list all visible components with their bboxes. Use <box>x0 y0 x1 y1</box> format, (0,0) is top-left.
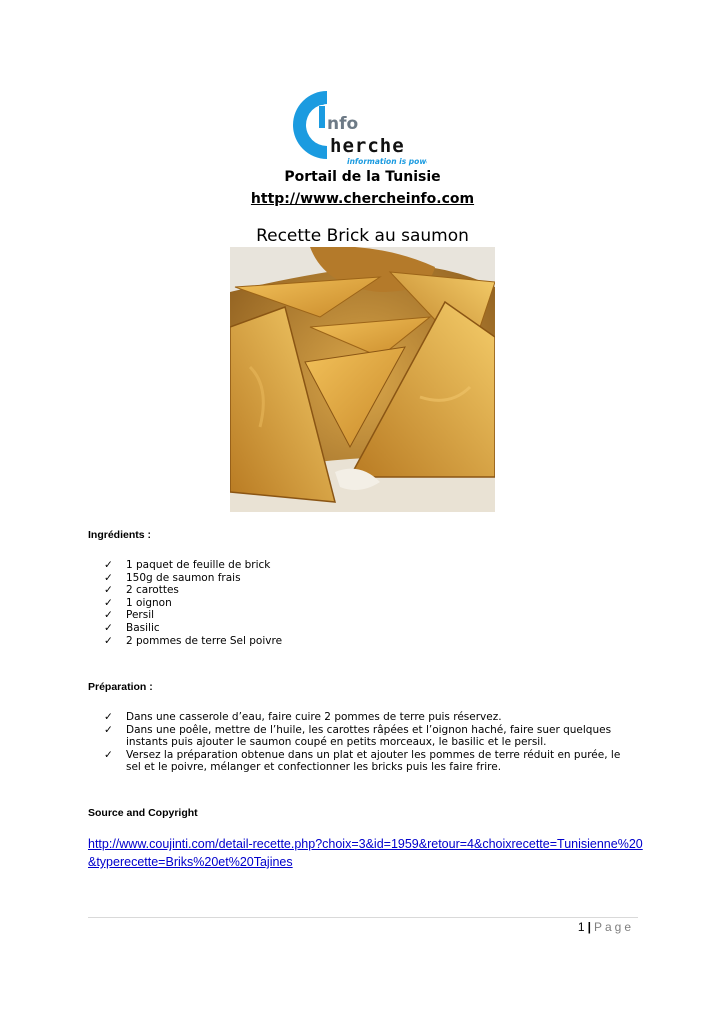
logo-line2: herche <box>330 135 405 157</box>
ingredients-heading: Ingrédients : <box>88 529 152 541</box>
footer-divider <box>88 917 638 918</box>
list-item <box>104 559 282 572</box>
list-item <box>104 749 624 774</box>
checkmark-icon: ✓ <box>104 723 113 736</box>
checkmark-icon: ✓ <box>104 584 113 597</box>
ingredient-text: 2 carottes <box>126 584 179 597</box>
list-item <box>104 584 282 597</box>
ingredient-text: 150g de saumon frais <box>126 571 241 584</box>
preparation-heading: Préparation : <box>88 681 153 693</box>
page-number: 1 <box>577 920 585 934</box>
ingredient-text: 2 pommes de terre Sel poivre <box>126 634 283 647</box>
ingredient-text: 1 oignon <box>126 596 172 609</box>
logo-graphic <box>289 88 427 166</box>
logo-tagline: information is power <box>347 157 427 166</box>
photo-illustration <box>230 247 495 512</box>
checkmark-icon: ✓ <box>104 571 113 584</box>
footer-separator: | <box>587 920 591 934</box>
logo-line1: nfo <box>327 114 359 134</box>
checkmark-icon: ✓ <box>104 621 113 634</box>
step-text: Versez la préparation obtenue dans un plat et ajouter les pommes de terre réduit en purée, le sel et le poivre, mélanger et confectionner les bricks puis les faire frire. <box>126 748 621 774</box>
list-item <box>104 609 282 622</box>
page-footer <box>578 920 634 934</box>
step-text: Dans une poêle, mettre de l’huile, les carottes râpées et l’oignon haché, faire suer quelques instants puis ajouter le saumon coupé en petits morceaux, le basilic et le persil. <box>126 723 612 749</box>
ingredient-text: 1 paquet de feuille de brick <box>126 559 271 571</box>
ingredient-text: Persil <box>126 609 155 622</box>
cherche-info-logo <box>289 88 427 166</box>
checkmark-icon: ✓ <box>104 634 113 647</box>
checkmark-icon: ✓ <box>104 559 113 571</box>
list-item <box>104 622 282 635</box>
list-item <box>104 572 282 585</box>
ingredient-text: Basilic <box>126 621 160 634</box>
checkmark-icon: ✓ <box>104 596 113 609</box>
ingredients-list <box>104 559 282 647</box>
checkmark-icon: ✓ <box>104 609 113 622</box>
portal-url-link[interactable]: http://www.chercheinfo.com <box>250 191 475 207</box>
checkmark-icon: ✓ <box>104 748 113 761</box>
brick-pastry-photo <box>230 247 495 512</box>
logo-i-bar <box>319 106 325 128</box>
list-item <box>104 635 282 648</box>
portal-title: Portail de la Tunisie <box>284 169 441 185</box>
source-url-link[interactable]: http://www.coujinti.com/detail-recette.php?choix=3&id=1959&retour=4&choixrecette=Tunisienne%20&typerecette=Briks%20et%20Tajines <box>88 837 643 869</box>
step-text: Dans une casserole d’eau, faire cuire 2 pommes de terre puis réservez. <box>126 711 502 723</box>
list-item <box>104 597 282 610</box>
list-item <box>104 724 624 749</box>
page-label: Page <box>593 920 634 934</box>
checkmark-icon: ✓ <box>104 711 113 723</box>
preparation-steps <box>104 711 624 774</box>
logo-i-dot <box>318 97 326 105</box>
list-item <box>104 711 624 724</box>
source-heading: Source and Copyright <box>88 807 198 819</box>
recipe-title: Recette Brick au saumon <box>256 226 469 246</box>
